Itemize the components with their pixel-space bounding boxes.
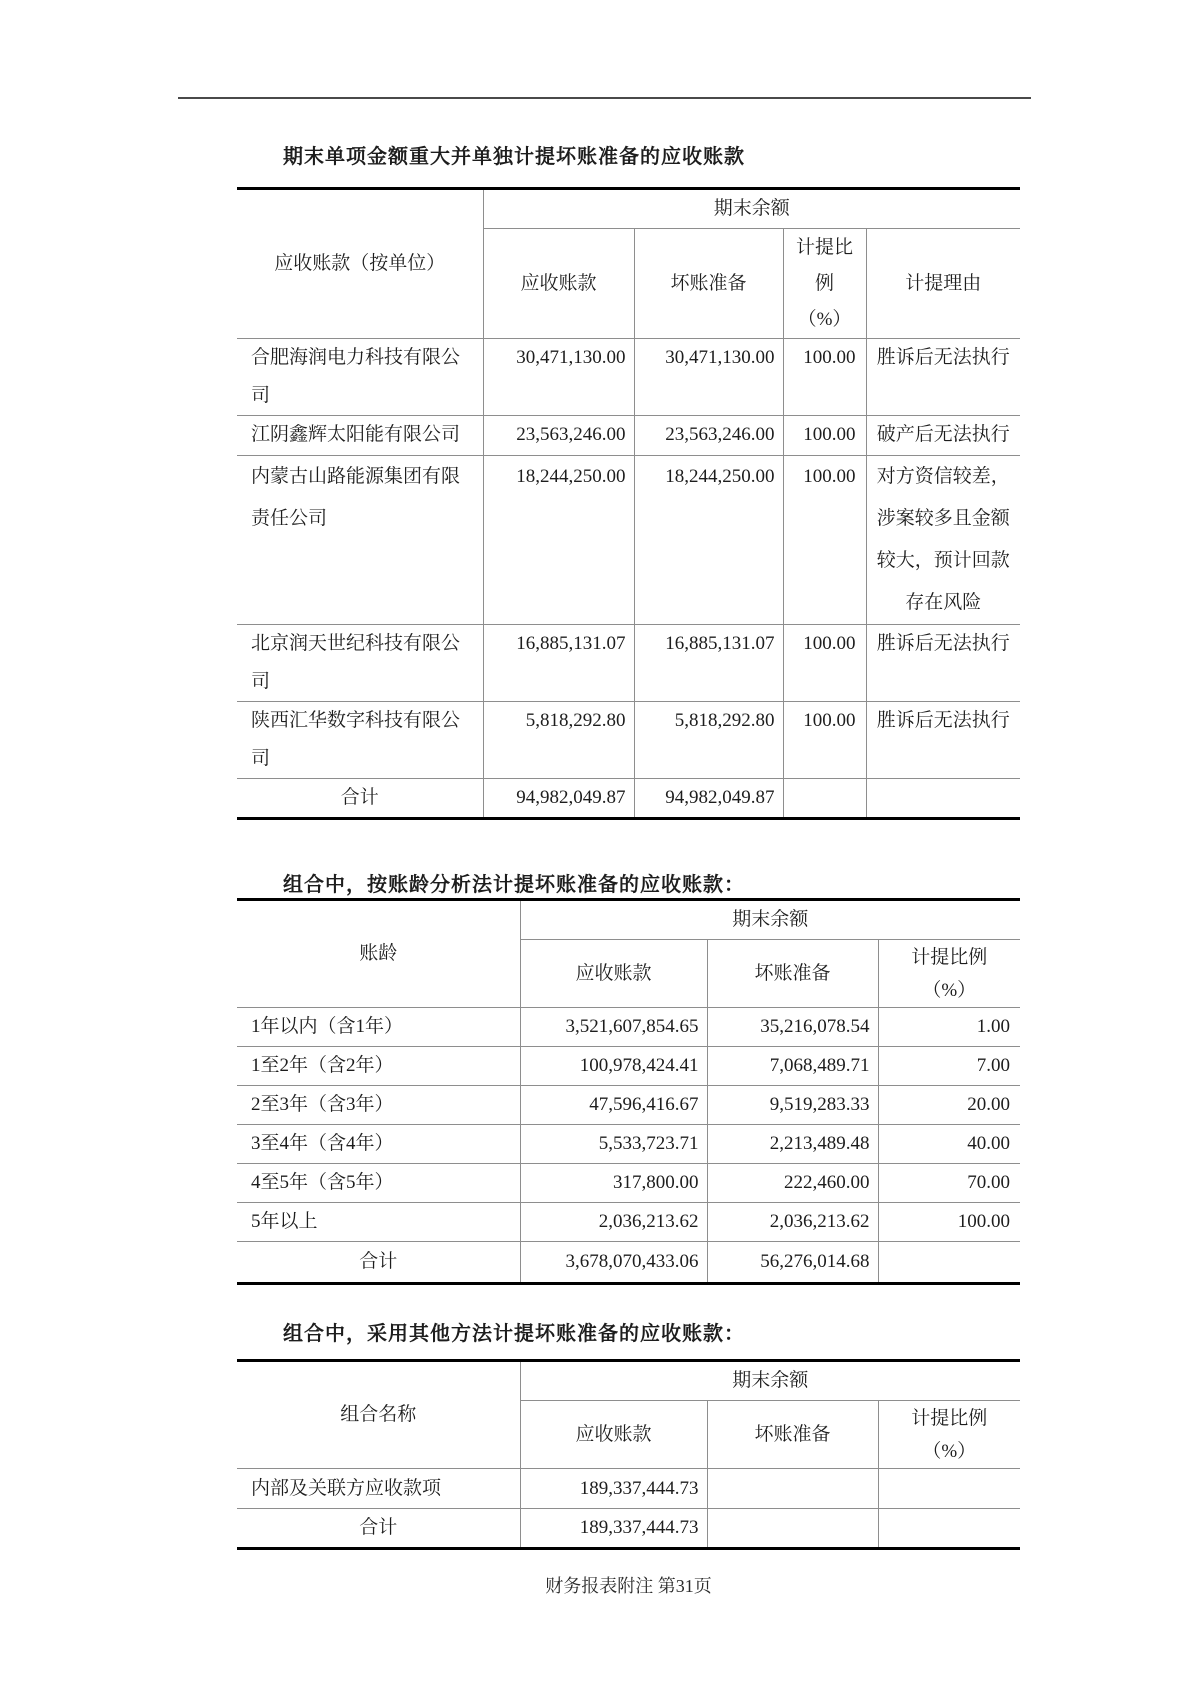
- ratio-header-unit: （%）: [797, 308, 852, 330]
- receivable-cell: 2,036,213.62: [520, 1203, 707, 1242]
- col-header-reason: 计提理由: [866, 229, 1020, 339]
- total-provision-cell-empty: [707, 1509, 878, 1549]
- ratio-cell-empty: [878, 1469, 1020, 1509]
- aging-analysis-table: [237, 898, 1020, 1285]
- total-receivable-cell: 3,678,070,433.06: [520, 1242, 707, 1284]
- company-name-cell: 内蒙古山路能源集团有限责任公司: [237, 456, 483, 625]
- col-header-provision: 坏账准备: [707, 940, 878, 1008]
- aging-cell: 2至3年（含3年）: [237, 1086, 520, 1125]
- receivable-cell: 18,244,250.00: [483, 456, 634, 625]
- section3-title: 组合中，采用其他方法计提坏账准备的应收账款：: [283, 1323, 745, 1345]
- reason-cell: 破产后无法执行: [866, 416, 1020, 456]
- total-provision-cell: 94,982,049.87: [634, 779, 783, 819]
- ratio-cell: 100.00: [783, 416, 866, 456]
- table-total-row: [237, 1509, 1020, 1549]
- total-ratio-cell-empty: [878, 1242, 1020, 1284]
- ratio-cell: 1.00: [878, 1008, 1020, 1047]
- company-name-cell: 陕西汇华数字科技有限公司: [237, 702, 483, 779]
- company-name-cell: 北京润天世纪科技有限公司: [237, 625, 483, 702]
- ratio-header-label: 计提比例: [795, 236, 853, 294]
- col-header-aging: 账龄: [359, 943, 398, 964]
- page-content: [237, 0, 1020, 1550]
- group-header-row: [237, 1361, 1020, 1401]
- col-header-portfolio-name: 组合名称: [340, 1404, 417, 1425]
- portfolio-name-cell: 内部及关联方应收款项: [237, 1469, 520, 1509]
- total-ratio-cell-empty: [783, 779, 866, 819]
- col-header-ratio: [878, 940, 1020, 1008]
- ratio-cell: 70.00: [878, 1164, 1020, 1203]
- individually-significant-receivables-table: [237, 187, 1020, 820]
- table-row: [237, 1203, 1020, 1242]
- col-header-period-end-balance: 期末余额: [483, 189, 1020, 229]
- ratio-header-unit: （%）: [922, 1440, 977, 1462]
- receivable-cell: 16,885,131.07: [483, 625, 634, 702]
- col-header-receivable: 应收账款: [483, 229, 634, 339]
- ratio-cell: 7.00: [878, 1047, 1020, 1086]
- table-total-row: [237, 779, 1020, 819]
- table-row: [237, 625, 1020, 702]
- aging-cell: 5年以上: [237, 1203, 520, 1242]
- table-row: [237, 1469, 1020, 1509]
- col-header-period-end-balance: 期末余额: [520, 1361, 1020, 1401]
- receivable-cell: 5,818,292.80: [483, 702, 634, 779]
- provision-cell: 2,036,213.62: [707, 1203, 878, 1242]
- col-header-provision: 坏账准备: [707, 1401, 878, 1469]
- receivable-cell: 100,978,424.41: [520, 1047, 707, 1086]
- ratio-cell: 100.00: [783, 456, 866, 625]
- table-row: [237, 416, 1020, 456]
- receivable-cell: 30,471,130.00: [483, 339, 634, 416]
- reason-cell: 对方资信较差，涉案较多且金额较大，预计回款存在风险: [866, 456, 1020, 625]
- provision-cell: 7,068,489.71: [707, 1047, 878, 1086]
- provision-cell: 30,471,130.00: [634, 339, 783, 416]
- aging-cell: 1年以内（含1年）: [237, 1008, 520, 1047]
- ratio-header-label: 计提比例: [911, 1407, 988, 1429]
- ratio-cell: 100.00: [783, 339, 866, 416]
- aging-cell: 1至2年（含2年）: [237, 1047, 520, 1086]
- provision-cell: 9,519,283.33: [707, 1086, 878, 1125]
- ratio-cell: 20.00: [878, 1086, 1020, 1125]
- table-total-row: [237, 1242, 1020, 1284]
- col-header-period-end-balance: 期末余额: [520, 900, 1020, 940]
- total-reason-cell-empty: [866, 779, 1020, 819]
- col-header-receivable: 应收账款: [520, 940, 707, 1008]
- company-name-cell: 江阴鑫辉太阳能有限公司: [237, 416, 483, 456]
- total-receivable-cell: 189,337,444.73: [520, 1509, 707, 1549]
- total-ratio-cell-empty: [878, 1509, 1020, 1549]
- ratio-cell: 100.00: [878, 1203, 1020, 1242]
- col-header-ratio: [783, 229, 866, 339]
- receivable-cell: 47,596,416.67: [520, 1086, 707, 1125]
- reason-cell: 胜诉后无法执行: [866, 702, 1020, 779]
- ratio-cell: 100.00: [783, 702, 866, 779]
- other-method-portfolio-table: [237, 1359, 1020, 1550]
- table-row: [237, 456, 1020, 625]
- ratio-header-unit: （%）: [922, 979, 977, 1001]
- receivable-cell: 317,800.00: [520, 1164, 707, 1203]
- aging-cell: 3至4年（含4年）: [237, 1125, 520, 1164]
- total-label-cell: 合计: [237, 779, 483, 819]
- provision-cell: 23,563,246.00: [634, 416, 783, 456]
- total-receivable-cell: 94,982,049.87: [483, 779, 634, 819]
- provision-cell: 2,213,489.48: [707, 1125, 878, 1164]
- provision-cell: 222,460.00: [707, 1164, 878, 1203]
- section1-title: 期末单项金额重大并单独计提坏账准备的应收账款: [283, 146, 745, 168]
- ratio-cell: 40.00: [878, 1125, 1020, 1164]
- aging-cell: 4至5年（含5年）: [237, 1164, 520, 1203]
- group-header-row: [237, 189, 1020, 229]
- receivable-cell: 3,521,607,854.65: [520, 1008, 707, 1047]
- provision-cell: 16,885,131.07: [634, 625, 783, 702]
- provision-cell-empty: [707, 1469, 878, 1509]
- receivable-cell: 189,337,444.73: [520, 1469, 707, 1509]
- reason-cell: 胜诉后无法执行: [866, 625, 1020, 702]
- table-row: [237, 1125, 1020, 1164]
- col-header-provision: 坏账准备: [634, 229, 783, 339]
- col-header-ratio: [878, 1401, 1020, 1469]
- table-row: [237, 702, 1020, 779]
- ratio-cell: 100.00: [783, 625, 866, 702]
- receivable-cell: 23,563,246.00: [483, 416, 634, 456]
- table-row: [237, 1008, 1020, 1047]
- total-label-cell: 合计: [237, 1242, 520, 1284]
- table-row: [237, 1047, 1020, 1086]
- table-row: [237, 1164, 1020, 1203]
- provision-cell: 18,244,250.00: [634, 456, 783, 625]
- col-header-receivable: 应收账款: [520, 1401, 707, 1469]
- total-provision-cell: 56,276,014.68: [707, 1242, 878, 1284]
- table-row: [237, 1086, 1020, 1125]
- provision-cell: 5,818,292.80: [634, 702, 783, 779]
- total-label-cell: 合计: [237, 1509, 520, 1549]
- group-header-row: [237, 900, 1020, 940]
- reason-cell: 胜诉后无法执行: [866, 339, 1020, 416]
- table-row: [237, 339, 1020, 416]
- col-header-company: 应收账款（按单位）: [274, 253, 446, 274]
- provision-cell: 35,216,078.54: [707, 1008, 878, 1047]
- receivable-cell: 5,533,723.71: [520, 1125, 707, 1164]
- ratio-header-label: 计提比例: [911, 946, 988, 968]
- company-name-cell: 合肥海润电力科技有限公司: [237, 339, 483, 416]
- section2-title: 组合中，按账龄分析法计提坏账准备的应收账款：: [283, 874, 745, 896]
- page-footer: 财务报表附注 第31页: [545, 1576, 712, 1596]
